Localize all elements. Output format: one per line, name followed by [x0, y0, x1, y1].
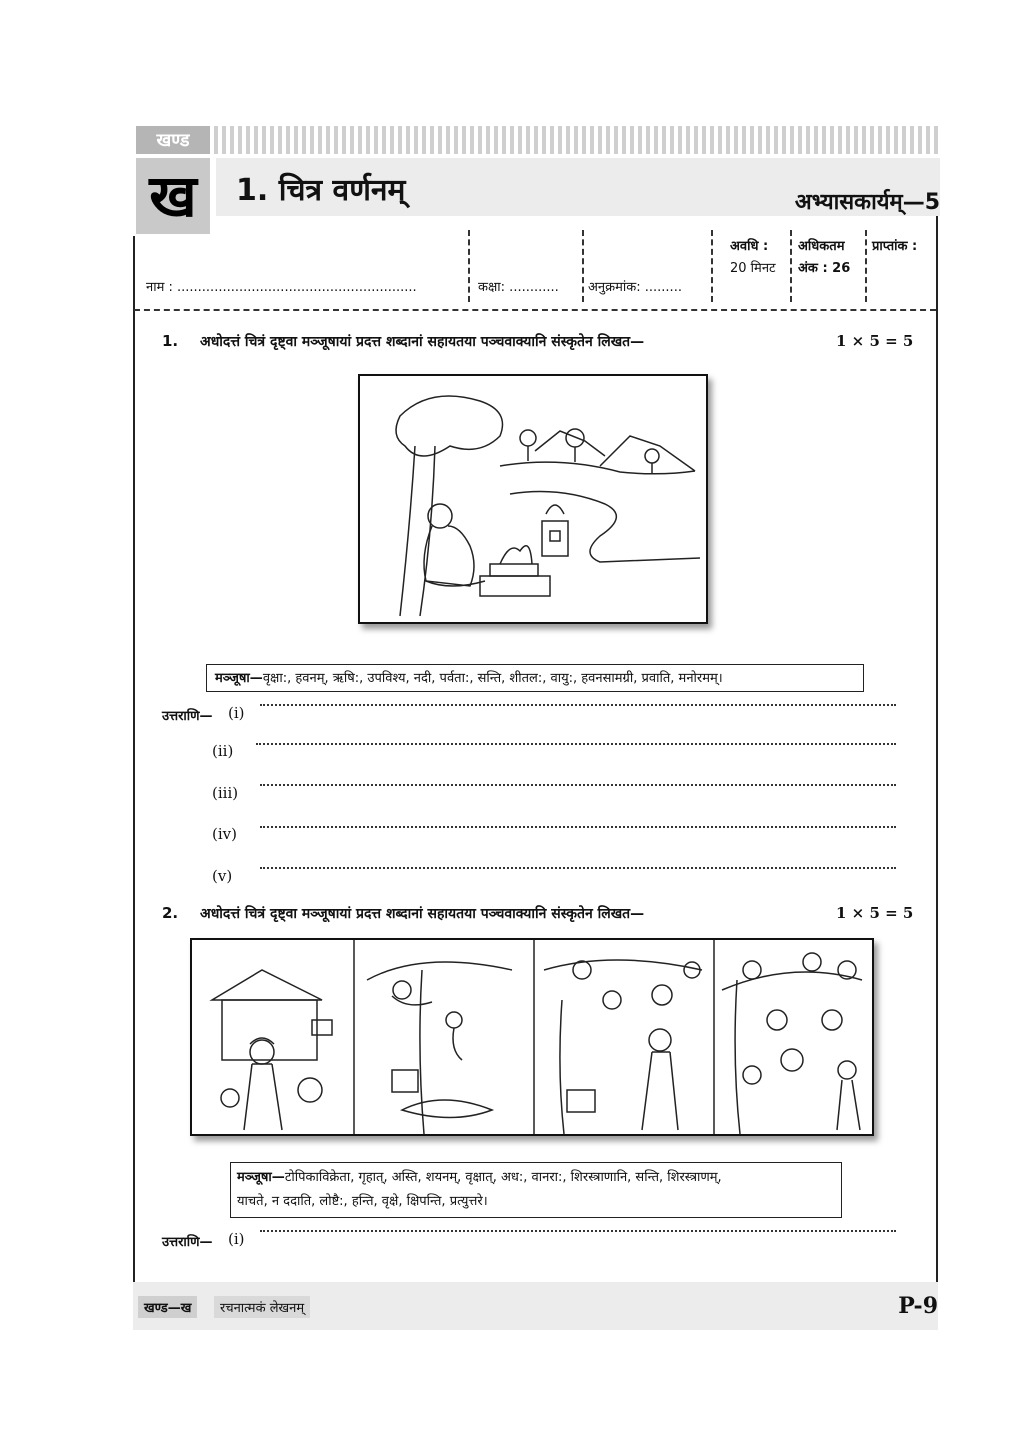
cap-seller-monkeys-drawing — [192, 940, 872, 1134]
frame-left-border — [133, 236, 135, 1282]
answer-line-2[interactable] — [256, 743, 896, 745]
question-1-text: अधोदत्तं चित्रं दृष्ट्वा मञ्जूषायां प्रदत्त शब्दानां सहायतया पञ्चवाक्यानि संस्कृतेन लिखत— — [200, 334, 645, 350]
info-divider — [711, 230, 713, 302]
section-letter-box — [136, 158, 210, 234]
word-box-2 — [230, 1162, 842, 1218]
question-2-number: 2. — [162, 904, 179, 922]
roll-field[interactable]: अनुक्रमांक: ......... — [588, 280, 682, 295]
answer-line-5[interactable] — [260, 867, 896, 869]
footer-section: खण्ड—ख — [138, 1296, 197, 1318]
page-number: P-9 — [898, 1293, 938, 1319]
answer-line-6[interactable] — [260, 1230, 896, 1232]
answers-label: उत्तराणि— — [162, 709, 213, 724]
word-box-label: मञ्जूषा— — [237, 1170, 285, 1185]
duration-value: 20 मिनट — [730, 261, 776, 276]
word-box-1 — [206, 664, 864, 692]
answer-line-3[interactable] — [260, 784, 896, 786]
info-divider — [865, 230, 867, 302]
answer-numeral: (ii) — [212, 742, 234, 760]
answer-line-1[interactable] — [260, 704, 896, 706]
answer-numeral: (iv) — [212, 825, 237, 843]
obtained-marks-label: प्राप्तांक : — [872, 239, 918, 254]
word-box-words: टोपिकाविक्रेता, गृहात्, अस्ति, शयनम्, वृक्षात्, अध:, वानरा:, शिरस्त्राणानि, सन्ति, शिरस्त्राणम्, — [284, 1170, 722, 1185]
hermit-havan-illustration — [358, 374, 708, 624]
answer-numeral: (iii) — [212, 784, 239, 802]
answer-line-4[interactable] — [260, 826, 896, 828]
cap-seller-monkeys-illustration — [190, 938, 874, 1136]
question-2-marks: 1 × 5 = 5 — [836, 904, 914, 922]
footer-subject: रचनात्मकं लेखनम् — [214, 1296, 310, 1318]
answer-numeral: (v) — [212, 867, 233, 885]
word-box-line-2: याचते, न ददाति, लोष्टै:, हन्ति, वृक्षे, क्षिपन्ति, प्रत्युत्तरे। — [237, 1194, 488, 1209]
question-1-number: 1. — [162, 332, 179, 350]
class-field[interactable]: कक्षा: ............ — [478, 280, 559, 295]
section-tag: खण्ड — [136, 126, 210, 154]
assignment-title: अभ्यासकार्यम्—5 — [794, 190, 940, 215]
answers-label: उत्तराणि— — [162, 1235, 213, 1250]
info-divider — [582, 230, 584, 302]
info-bottom-divider — [134, 309, 936, 311]
max-marks-value: अंक : 26 — [798, 261, 851, 276]
duration-label: अवधि : — [730, 239, 769, 254]
word-box-words: वृक्षा:, हवनम्, ऋषि:, उपविश्य, नदी, पर्वता:, सन्ति, शीतल:, वायु:, हवनसामग्री, प्रवाति, मनोरमम्। — [262, 671, 723, 686]
header-stripes — [214, 126, 940, 154]
section-letter: ख — [149, 162, 197, 230]
info-divider — [790, 230, 792, 302]
hermit-havan-drawing — [360, 376, 706, 622]
answer-numeral: (i) — [228, 1230, 245, 1248]
question-2-text: अधोदत्तं चित्रं दृष्ट्वा मञ्जूषायां प्रदत्त शब्दानां सहायतया पञ्चवाक्यानि संस्कृतेन लिखत— — [200, 906, 645, 922]
question-1-marks: 1 × 5 = 5 — [836, 332, 914, 350]
word-box-label: मञ्जूषा— — [215, 671, 263, 686]
info-divider — [468, 230, 470, 302]
answer-numeral: (i) — [228, 704, 245, 722]
page-title: 1. चित्र वर्णनम् — [236, 173, 406, 208]
word-box-line-1 — [237, 1166, 835, 1190]
name-field[interactable]: नाम : .......................................................... — [146, 280, 417, 295]
max-marks-label: अधिकतम — [798, 239, 845, 254]
frame-right-border — [936, 216, 938, 1282]
